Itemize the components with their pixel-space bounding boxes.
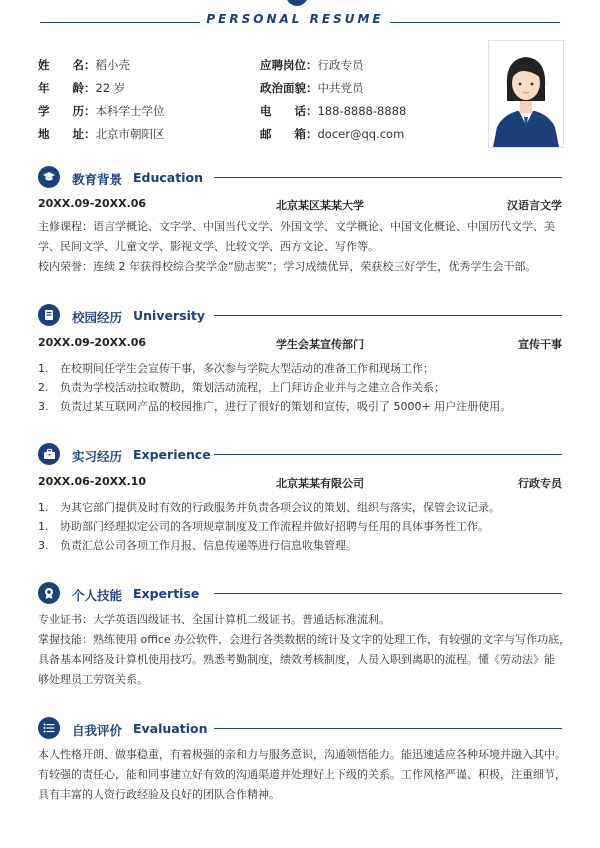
phone-label: 电 话：: [260, 104, 318, 118]
list-item: 1. 在校期间任学生会宣传干事，多次参与学院大型活动的准备工作和现场工作；: [38, 362, 434, 375]
position-label: 应聘岗位：: [260, 58, 318, 72]
evaluation-line: 具有丰富的人资行政经验及良好的团队合作精神。: [38, 788, 280, 801]
profile-row-phone: [260, 100, 406, 119]
name-label: 姓 名：: [38, 58, 96, 72]
profile-row-name: [38, 54, 130, 73]
section-divider: [214, 728, 562, 729]
page-title: PERSONAL RESUME: [206, 12, 384, 26]
education-courses-line: 学、民间文学、儿童文学、影视文学、比较文学、西方文论、写作等。: [38, 240, 379, 253]
list-icon: [38, 717, 60, 739]
profile-row-political: [260, 77, 364, 96]
section-divider: [214, 454, 562, 455]
list-item: 1. 协助部门经理拟定公司的各项规章制度及工作流程并做好招聘与任用的具体事务性工作。: [38, 520, 489, 533]
internship-company: 北京某某有限公司: [276, 477, 364, 490]
header-semicircle-decoration: [286, 0, 308, 6]
evaluation-line: 有较强的责任心，能和同事建立好有效的沟通渠道并处理好上下级的关系。工作风格严谨、积极，注重细节，: [38, 768, 566, 781]
degree-label: 学 历：: [38, 104, 96, 118]
section-title-cn: 实习经历: [72, 449, 123, 464]
position-value: 行政专员: [317, 58, 364, 72]
header-line-left: [40, 22, 200, 23]
profile-row-position: [260, 54, 364, 73]
section-divider: [214, 315, 562, 316]
address-value: 北京市朝阳区: [95, 127, 165, 141]
education-honors-line: 校内荣誉：连续 2 年获得校综合奖学金“励志奖”；学习成绩优异，荣获校三好学生，优秀学生会干部。: [38, 260, 537, 273]
education-school: 北京某区某某大学: [276, 199, 364, 212]
political-value: 中共党员: [317, 81, 364, 95]
profile-photo: [488, 40, 564, 148]
profile-row-address: [38, 123, 165, 142]
section-title-en: Expertise: [133, 586, 200, 601]
profile-row-age: [38, 77, 125, 96]
skills-line: 专业证书：大学英语四级证书、全国计算机二级证书。普通话标准流利。: [38, 613, 390, 626]
profile-row-degree: [38, 100, 165, 119]
avatar-illustration: [489, 41, 563, 147]
skills-line: 够处理员工劳资关系。: [38, 673, 148, 686]
list-item: 1. 为其它部门提供及时有效的行政服务并负责各项会议的策划、组织与落实，保管会议记录。: [38, 501, 500, 514]
book-icon: [38, 304, 60, 326]
phone-value: 188-8888-8888: [317, 104, 407, 118]
name-value: 稻小壳: [95, 58, 130, 72]
campus-org: 学生会某宣传部门: [276, 338, 364, 351]
section-divider: [214, 593, 562, 594]
email-label: 邮 箱：: [260, 127, 318, 141]
section-title-en: University: [133, 308, 205, 323]
campus-date: 20XX.09-20XX.06: [38, 336, 147, 349]
section-title-cn: 个人技能: [72, 588, 123, 603]
address-label: 地 址：: [38, 127, 96, 141]
list-item: 3. 负责过某互联网产品的校园推广，进行了很好的策划和宣传，吸引了 5000+ 用户注册使用。: [38, 400, 512, 413]
section-title-cn: 自我评价: [72, 723, 123, 738]
campus-role: 宣传干事: [518, 338, 562, 351]
skills-line: 掌握技能：熟练使用 office 办公软件，会进行各类数据的统计及文字的处理工作，有较强的文字与写作功底，: [38, 633, 571, 646]
email-value: docer@qq.com: [317, 127, 405, 141]
list-item: 2. 负责为学校活动拉取赞助，策划活动流程，上门拜访企业并与之建立合作关系；: [38, 381, 445, 394]
section-title-en: Evaluation: [133, 721, 208, 736]
skills-line: 具备基本网络及计算机使用技巧。熟悉考勤制度，绩效考核制度，人员入职到离职的流程。懂《劳动法》能: [38, 653, 555, 666]
header-line-right: [390, 22, 560, 23]
graduation-cap-icon: [38, 166, 60, 188]
profile-row-email: [260, 123, 404, 142]
section-title-cn: 校园经历: [72, 310, 123, 325]
section-title-cn: 教育背景: [72, 172, 123, 187]
evaluation-line: 本人性格开朗、做事稳重，有着极强的亲和力与服务意识，沟通领悟能力。能迅速适应各种环境并融入其中。: [38, 748, 566, 761]
list-item: 3. 负责汇总公司各项工作月报、信息传递等进行信息收集管理。: [38, 539, 357, 552]
degree-value: 本科学士学位: [95, 104, 165, 118]
age-label: 年 龄：: [38, 81, 96, 95]
political-label: 政治面貌：: [260, 81, 318, 95]
medal-icon: [38, 582, 60, 604]
education-major: 汉语言文学: [507, 199, 562, 212]
internship-date: 20XX.06-20XX.10: [38, 475, 147, 488]
education-courses-line: 主修课程：语言学概论、文字学、中国当代文学、外国文学、文学概论、中国文化概论、中国历代文学、美: [38, 220, 555, 233]
briefcase-icon: [38, 443, 60, 465]
section-title-en: Experience: [133, 447, 211, 462]
education-date: 20XX.09-20XX.06: [38, 197, 147, 210]
section-title-en: Education: [133, 170, 203, 185]
age-value: 22 岁: [95, 81, 126, 95]
section-divider: [214, 177, 562, 178]
internship-role: 行政专员: [518, 477, 562, 490]
